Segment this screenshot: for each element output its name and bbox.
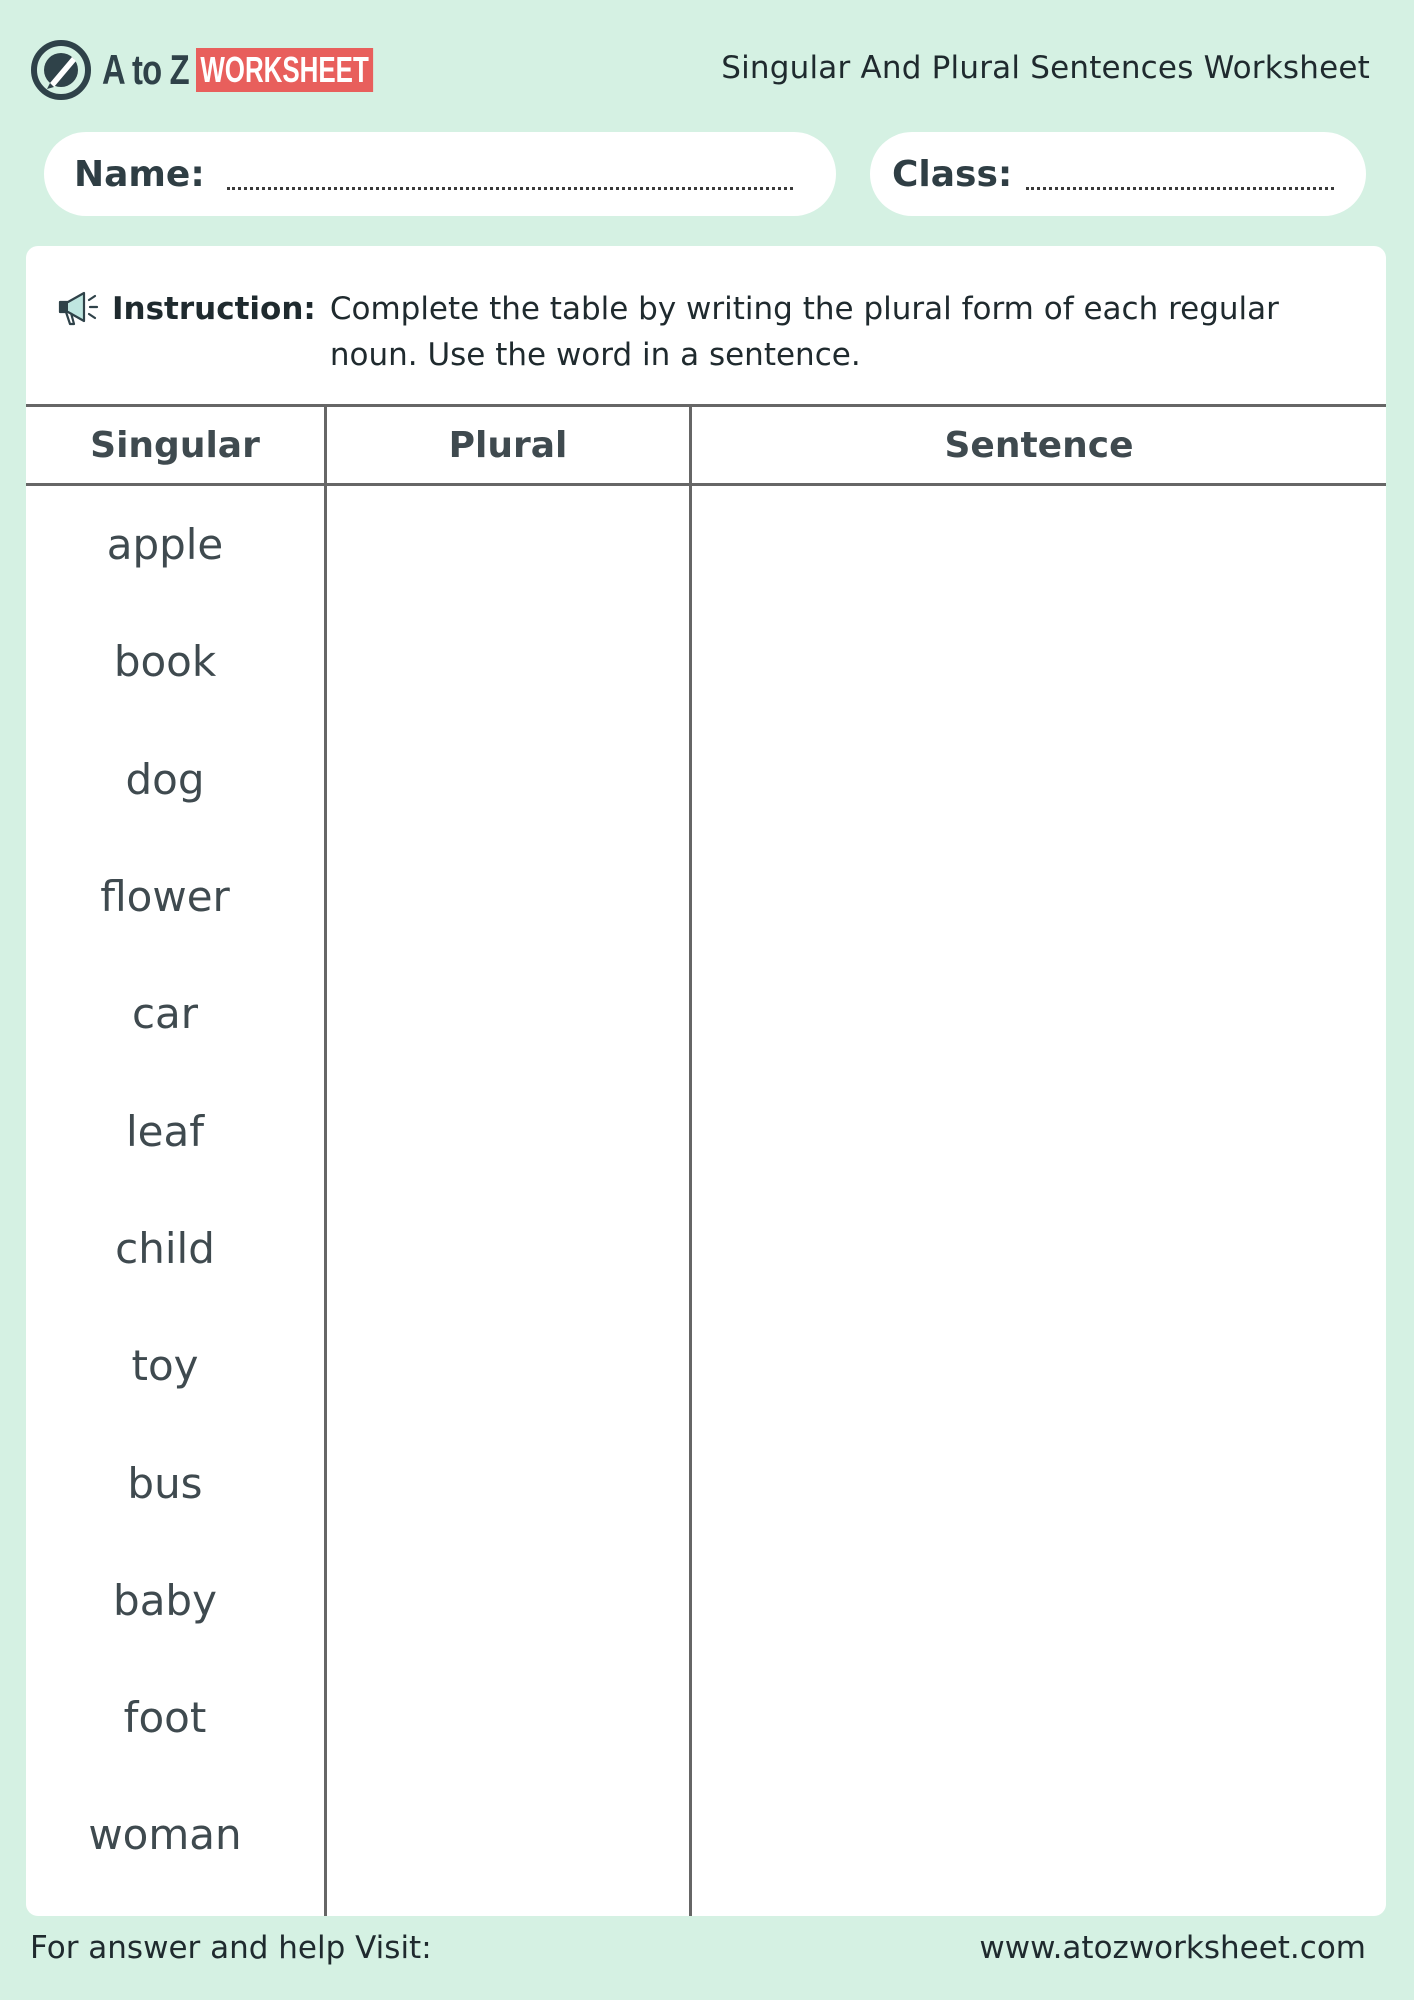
class-line[interactable] (1026, 187, 1334, 190)
page-title: Singular And Plural Sentences Worksheet (721, 50, 1370, 86)
name-field[interactable] (44, 132, 836, 216)
header-sentence: Sentence (944, 424, 1134, 466)
instruction-text: Complete the table by writing the plural form of each regular noun. Use the word in a sentence. (329, 291, 1279, 373)
instruction-label: Instruction: (112, 291, 316, 327)
logo-badge: WORKSHEET (196, 48, 373, 92)
word-woman: woman (88, 1810, 242, 1860)
header-singular: Singular (90, 424, 260, 466)
logo-pencil-icon (30, 39, 92, 101)
word-toy: toy (131, 1341, 199, 1391)
header (30, 36, 1370, 104)
column-divider (324, 404, 327, 1916)
megaphone-icon (56, 288, 100, 328)
word-bus: bus (127, 1458, 203, 1508)
word-flower: flower (100, 872, 230, 922)
word-leaf: leaf (125, 1106, 205, 1156)
instruction (56, 286, 1356, 378)
footer-url-link[interactable]: www.atozworksheet.com (979, 1930, 1366, 1966)
worksheet-card (26, 246, 1386, 1916)
word-dog: dog (125, 754, 205, 804)
column-divider (689, 404, 692, 1916)
word-child: child (115, 1223, 215, 1273)
class-field[interactable] (870, 132, 1366, 216)
singular-word-list (26, 486, 324, 1894)
word-apple: apple (106, 520, 224, 570)
name-label: Name: (74, 153, 205, 195)
word-car: car (131, 989, 199, 1039)
footer-help-text: For answer and help Visit: (30, 1930, 432, 1966)
logo-text: A to Z (102, 46, 189, 93)
word-book: book (113, 637, 217, 687)
word-foot: foot (123, 1693, 207, 1743)
name-line[interactable] (227, 187, 793, 190)
class-label: Class: (892, 153, 1013, 195)
logo[interactable] (30, 36, 442, 104)
header-plural: Plural (448, 424, 568, 466)
word-baby: baby (113, 1575, 217, 1625)
